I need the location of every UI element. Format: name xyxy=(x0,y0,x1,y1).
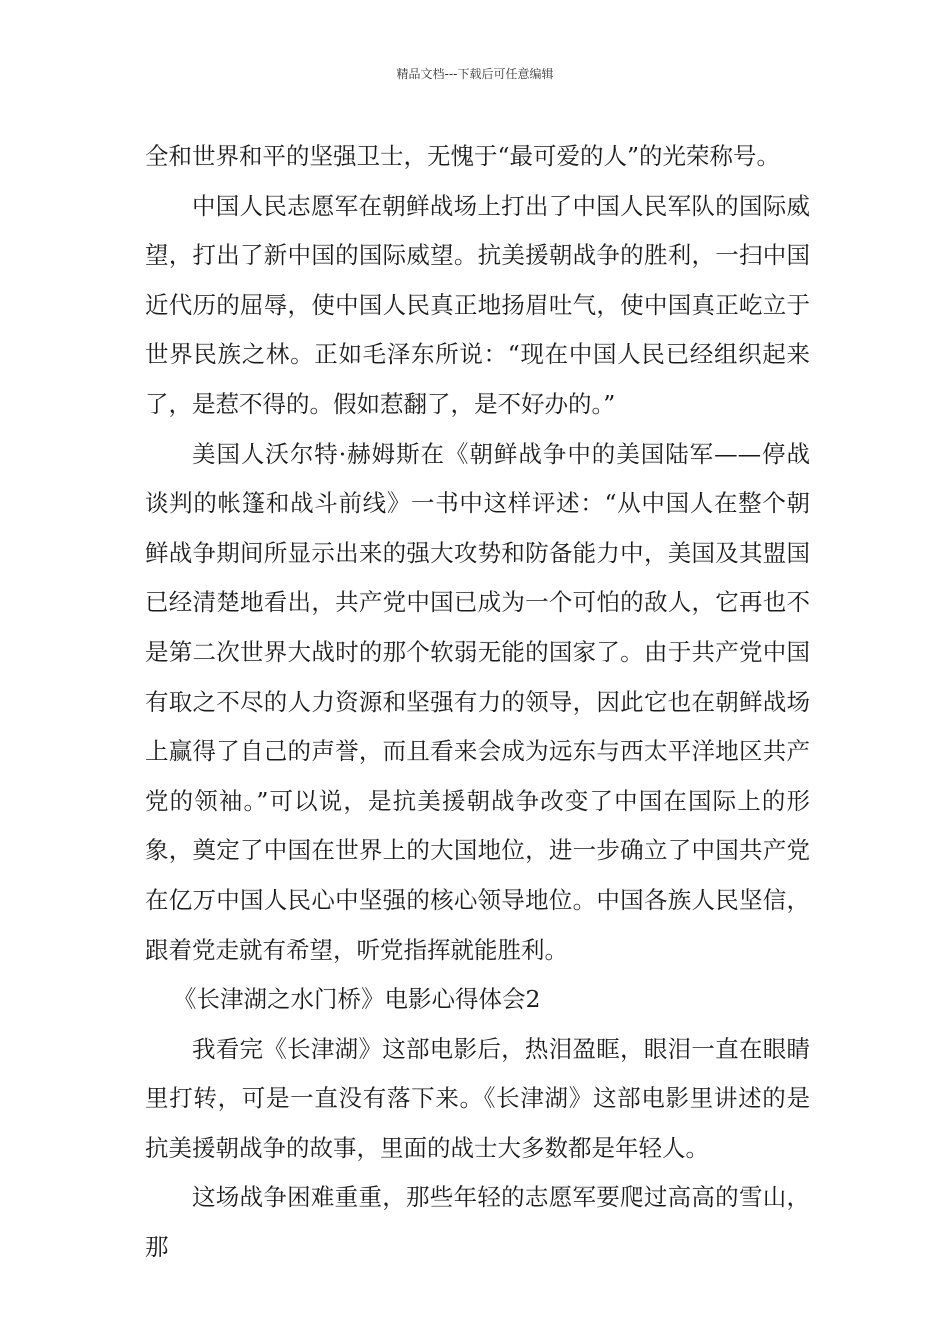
paragraph-movie-reaction: 我看完《长津湖》这部电影后，热泪盈眶，眼泪一直在眼睛里打转，可是一直没有落下来。《长津湖》这部电影里讲述的是抗美援朝战争的故事，里面的战士大多数都是年轻人。 xyxy=(145,1034,810,1162)
paragraph-international-prestige: 中国人民志愿军在朝鲜战场上打出了中国人民军队的国际威望，打出了新中国的国际威望。抗美援朝战争的胜利，一扫中国近代历的屈辱，使中国人民真正地扬眉吐气，使中国真正屹立于世界民族之林。正如毛泽东所说：“现在中国人民已经组织起来了，是惹不得的。假如惹翻了，是不好办的。” xyxy=(145,191,810,418)
paragraph-hermes-quote: 美国人沃尔特·赫姆斯在《朝鲜战争中的美国陆军——停战谈判的帐篷和战斗前线》一书中这样评述：“从中国人在整个朝鲜战争期间所显示出来的强大攻势和防备能力中，美国及其盟国已经清楚地看出，共产党中国已成为一个可怕的敌人，它再也不是第二次世界大战时的那个软弱无能的国家了。由于共产党中国有取之不尽的人力资源和坚强有力的领导，因此它也在朝鲜战场上赢得了自己的声誉，而且看来会成为远东与西太平洋地区共产党的领袖。”可以说，是抗美援朝战争改变了中国在国际上的形象，奠定了中国在世界上的大国地位，进一步确立了中国共产党在亿万中国人民心中坚强的核心领导地位。中国各族人民坚信，跟着党走就有希望，听党指挥就能胜利。 xyxy=(145,439,810,964)
paragraph-continuation: 全和世界和平的坚强卫士，无愧于“最可爱的人”的光荣称号。 xyxy=(145,142,781,170)
document-body xyxy=(145,132,810,1273)
paragraph-war-hardship: 这场战争困难重重，那些年轻的志愿军要爬过高高的雪山，那 xyxy=(145,1183,810,1262)
section-heading: 《长津湖之水门桥》电影心得体会2 xyxy=(173,985,541,1014)
page-header: 精品文档---下载后可任意编辑 xyxy=(396,67,554,81)
